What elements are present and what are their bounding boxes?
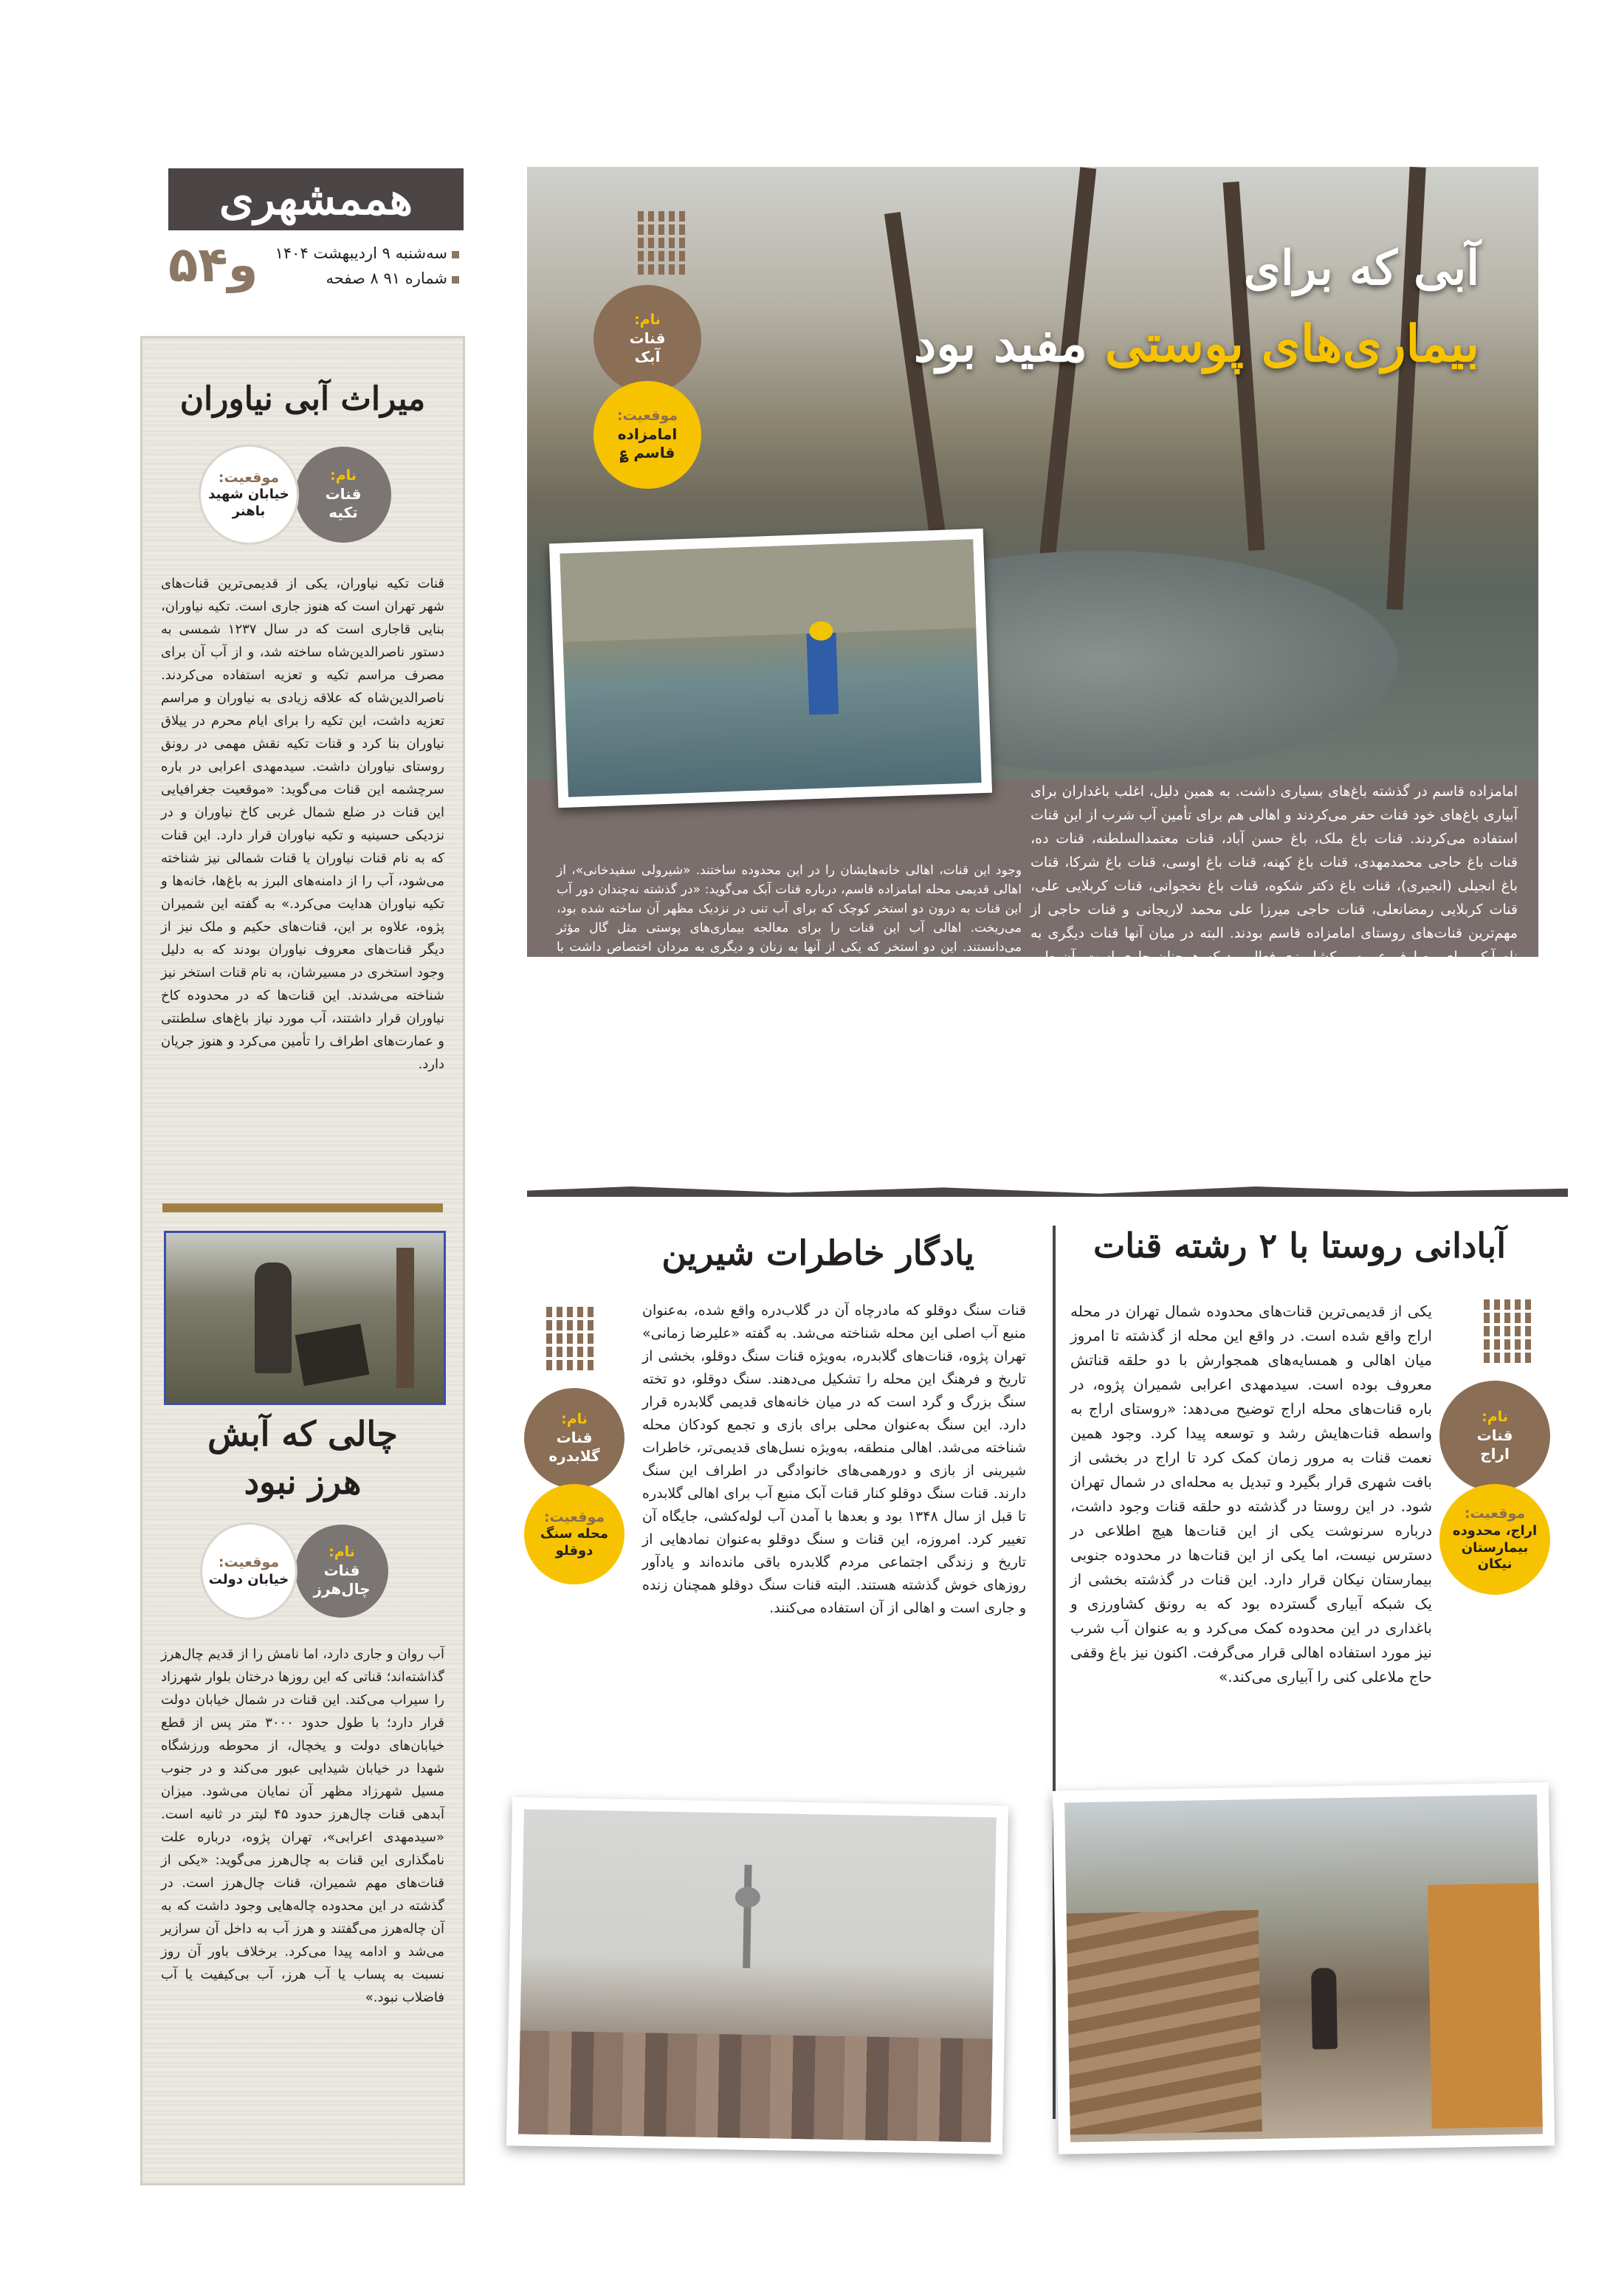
photo-alley [1064, 1794, 1543, 2142]
section-text-golabdareh: قنات سنگ دوقلو که مادرچاه آن در گلاب‌دره واقع شده، به‌عنوان منبع آب اصلی این محله شناخته می‌شد. به گفته «علیرضا زمانی» تهران پژوه، قنات‌های گلابدره، به‌ویژه قنات سنگ دوقلو، بخشی از تاریخ و فرهنگ این محله را تشکیل می‌دهند. سنگ دوقلو، دو تخته سنگ بزرگ و گرد است که در میان خانه‌های قدیمی گلابدره قرار دارد. این سنگ به‌عنوان محلی برای بازی و تجمع کودکان محله شناخته می‌شد. اهالی منطقه، به‌ویژه نسل‌های قدیمی‌تر، خاطرات شیرینی از بازی و دورهمی‌های خانوادگی در اطراف این سنگ دارند. قنات سنگ دوقلو کنار قنات آبک منبع آب برای اهالی گلابدره تا قبل از سال ۱۳۴۸ بود و بعدها با آمدن آب لوله‌کشی، جایگاه آن تغییر کرد. امروزه، این قنات و سنگ دوقلو به‌عنوان نمادهایی از تاریخ و زندگی اجتماعی مردم گلابدره باقی مانده‌اند و یادآور روزهای خوش گذشته هستند. البته قنات سنگ دوقلو همچنان زنده و جاری است و اهالی از آن استفاده می‌کنند. [642, 1302, 1026, 1616]
sidebar-title-2b: هرز نبود [244, 1462, 362, 1502]
badge-location-abak: موقعیت: امامزاده قاسم ؏ [593, 381, 701, 489]
feature-text-left: وجود این قنات، اهالی خانه‌هایشان را در این محدوده ساختند. «شیرولی سفیدخانی»، از اهالی قدیمی محله امامزاده قاسم، درباره قنات آبک می‌گوید: «در گذشته نه‌چندان دور آب این قنات به درون دو استخر کوچک که برای آب تنی در نزدیک مظهر آن ساخته شده بود، می‌ریخت. اهالی آب این قنات را برای معالجه بیماری‌های پوستی مثل گال مؤثر می‌دانستند. این دو استخر که یکی از آنها به زنان و دیگری به مردان اختصاص داشت با دیواری از هم جدا می‌شد. همچنین یک قهوه‌خانه در زیر سایه درختان در کنار این دو استخر وجود داشت که اهالی روستا و مسافران در آنجا پذیرایی می‌شدند. اکنون این قنات فعال است و برای مصارف کشاورزی از آن استفاده می‌شود.» [557, 863, 1022, 1012]
photo-brick-wall [1428, 1883, 1543, 2129]
photo-figure [255, 1263, 292, 1373]
masthead-title: هممشهری [168, 168, 464, 230]
sidebar-title-2a: چالی که آبش [207, 1414, 398, 1454]
badge-name-chalharz: نام: قنات چال‌هرز [295, 1525, 388, 1618]
feature-text-right: امامزاده قاسم در گذشته باغ‌های بسیاری داشت. به همین دلیل، اغلب باغداران برای آبیاری باغ‌های خود قنات حفر می‌کردند و اهالی هم برای تأمین آب شرب از این قنات استفاده می‌کردند. قنات باغ ملک، باغ حسن آباد، قنات معتمدالسلطنه، قنات ده، قنات باغ حاجی محمدمهدی، قنات باغ کهنه، قنات باغ اوسی، قنات باغ شرکا، قنات باغ انجیلی (انجیری)، قنات باغ دکتر شکوه، قنات باغ نخجوانی، قنات کربلایی علی، قنات کربلایی رمضانعلی، قنات حاجی میرزا علی محمد لاریجانی و قنات حاجی از مهم‌ترین قنات‌های روستای امامزاده قاسم بودند. البته در میان آنها قنات دیگری به نام آبک برای مصارف عموم و کشاورزی فعال بود که همچنان جاری است. آن طور که در کتاب جغرافیای تاریخی شمیران «منوچهر ستوده» آمده، این قنات در واقع همان چشمه قاسم است که در شمال شرقی امامزاده قاسم قرار داشت و آب آن از طریق کانال به امامزاده قاسم می‌رسید و آب شرب اهالی را تأمین می‌کرد. به مرور زمان به دلیل [1031, 783, 1518, 1059]
photo-tree-trunk [396, 1248, 414, 1388]
photo-tree [1386, 167, 1425, 610]
photo-wall [560, 539, 976, 642]
arrow-pattern-icon [638, 211, 689, 278]
badge-name-araj: نام: قنات اراج [1439, 1381, 1550, 1491]
sidebar-column [140, 336, 465, 2185]
section-title-araj: آبادانی روستا با ۲ رشته قنات [1093, 1226, 1506, 1265]
badge-location-takieh: موقعیت: خیابان شهید باهنر [201, 447, 297, 543]
photo-mud-wall [1067, 1910, 1262, 2134]
tower-head [735, 1886, 760, 1908]
badge-name-takieh: نام: قنات تکیه [295, 447, 391, 543]
badge-name-golabdareh: نام: قنات گلابدره [524, 1388, 625, 1488]
photo-tehran-skyline [518, 1809, 997, 2142]
sidebar-photo-man-well [164, 1231, 446, 1405]
photo-well-cover [295, 1324, 370, 1387]
feature-headline-1: آبی که برای [1243, 241, 1479, 296]
feature-inset-photo-polaroid [549, 529, 992, 808]
feature-photo-qanat-pool [527, 167, 1538, 780]
badge-location-chalharz: موقعیت: خیابان دولت [202, 1525, 295, 1618]
feature-headline-2: بیماری‌های پوستی مفید بود [914, 315, 1479, 374]
photo-walking-person [1311, 1968, 1338, 2050]
badge-name-abak: نام: قنات آبک [593, 285, 701, 393]
section-text-araj: یکی از قدیمی‌ترین قنات‌های محدوده شمال تهران در محله اراج واقع شده است. در واقع این محله از گذشته تا امروز میان اهالی و همسایه‌های همجوارش با دو حلقه قناتش معروف بوده است. سیدمهدی اعرابی شمیران پژوه، در باره قنات‌های محله اراج توضیح می‌دهد: «روستای اراج به واسطه قنات‌هایش رشد و توسعه پیدا کرد. وجود همین نعمت قنات به مرور زمان کمک کرد تا اراج در بخشی از بافت شهری قرار بگیرد و تبدیل به محله‌ای در شمال تهران شود. در این روستا در گذشته دو حلقه قنات وجود داشت، درباره سرنوشت یکی از این قنات‌ها هیچ اطلاعی در دسترس نیست، اما یکی از این قنات‌ها در محدوده جنوبی بیمارستان نیکان قرار دارد. این قنات در گذشته بخشی از یک شبکه آبیاری گسترده بود که به رونق کشاورزی و باغداری در این محدوده کمک می‌کرد و به عنوان آب شرب نیز مورد استفاده اهالی قرار می‌گرفت. اکنون نیز باغ وقفی حاج ملاعلی کنی را آبیاری می‌کند.» [1070, 1302, 1432, 1686]
photo-polaroid-alley [1053, 1782, 1555, 2154]
sidebar-title-1: میراث آبی نیاوران [179, 380, 426, 418]
masthead [168, 168, 464, 294]
sidebar-article-1: قنات تکیه نیاوران، یکی از قدیمی‌ترین قنات‌های شهر تهران است که هنوز جاری است. تکیه نیاوران، بنایی قاجاری است که در سال ۱۲۳۷ شمسی به دستور ناصرالدین‌شاه ساخته شد، و از آب آن برای مصرف مراسم تکیه و تعزیه استفاده می‌کردند. ناصرالدین‌شاه که علاقه زیادی به نیاوران و مراسم تعزیه داشت، این تکیه را برای ایام محرم در ییلاق نیاوران بنا کرد و قنات تکیه نقش مهمی در رونق روستای نیاوران داشت. سیدمهدی اعرابی در باره سرچشمه این قنات می‌گوید: «موقعیت جغرافیایی این قنات در ضلع شمال غربی کاخ نیاوران و در نزدیکی حسینیه و تکیه نیاوران قرار دارد. این قنات که به نام قنات نیاوران یا قنات شمالی نیز شناخته می‌شود، آب را از دامنه‌های البرز به باغ‌ها، خانه‌ها و تکیه نیاوران هدایت می‌کرد.» به گفته این شمیران پژوه، علاوه بر این، قنات‌های حکیم و ملک نیز از دیگر قنات‌های معروف نیاوران بودند که به دلیل وجود استخری در مسیرشان، به نام قنات استخر نیز شناخته می‌شدند. این قنات‌ها که در محدوده کاخ نیاوران قرار داشتند، آب مورد نیاز باغ‌های سلطنتی و عمارت‌های اطراف را تأمین می‌کرد و هنوز جریان دارد. [161, 576, 444, 1072]
arrow-pattern-icon [546, 1307, 598, 1373]
section-title-golabdareh: یادگار خاطرات شیرین [661, 1233, 974, 1273]
torn-divider [527, 1186, 1568, 1197]
masthead-issue: شماره ۹۱ ۸ صفحه [257, 267, 464, 289]
milad-tower-icon [743, 1865, 751, 1968]
photo-polaroid-tehran-skyline [506, 1797, 1008, 2154]
photo-worker [806, 633, 839, 715]
masthead-date: سه‌شنبه ۹ اردیبهشت ۱۴۰۴ [257, 242, 464, 264]
inset-photo-worker-in-pool [560, 539, 981, 797]
badge-location-araj: موقعیت: اراج، محدوده بیمارستان نیکان [1439, 1484, 1550, 1595]
divider-stripe [162, 1203, 443, 1212]
sidebar-article-2: آب روان و جاری دارد، اما نامش را از قدیم چال‌هرز گذاشته‌اند؛ قناتی که این روزها درختان بلوار شهرزاد را سیراب می‌کند. این قنات در شمال خیابان دولت قرار دارد؛ با طول حدود ۳۰۰۰ متر پس از قطع خیابان‌های دولت و یخچال، از محوطه ورزشگاه شهدا در خیابان شیدایی عبور می‌کند و در جنوب مسیل شهرزاد مظهر آن نمایان می‌شود. میزان آبدهی قنات چال‌هرز حدود ۴۵ لیتر در ثانیه است. «سیدمهدی اعرابی»، تهران پژوه، درباره علت نامگذاری این قنات به چال‌هرز می‌گوید: «یکی از قنات‌های مهم شمیران، قنات چال‌هرز است. در گذشته در این محدوده چاله‌هایی وجود داشت که به آن چاله‌هرز می‌گفتند و هرز آب به داخل آن سرازیر می‌شد و ادامه پیدا می‌کرد. برخلاف باور آن روز نسبت به پساب یا آب هرز، آب بی‌کیفیت یا آب فاضلاب نبود.» [161, 1646, 445, 2005]
photo-tree [1037, 167, 1096, 580]
arrow-pattern-icon [1484, 1299, 1535, 1366]
badge-location-golabdareh: موقعیت: محله سنگ دوقلو [524, 1484, 625, 1584]
page-numbers: ۵و۴ [168, 236, 258, 293]
feature-panel [527, 167, 1538, 1059]
photo-rooftops [518, 2030, 992, 2142]
